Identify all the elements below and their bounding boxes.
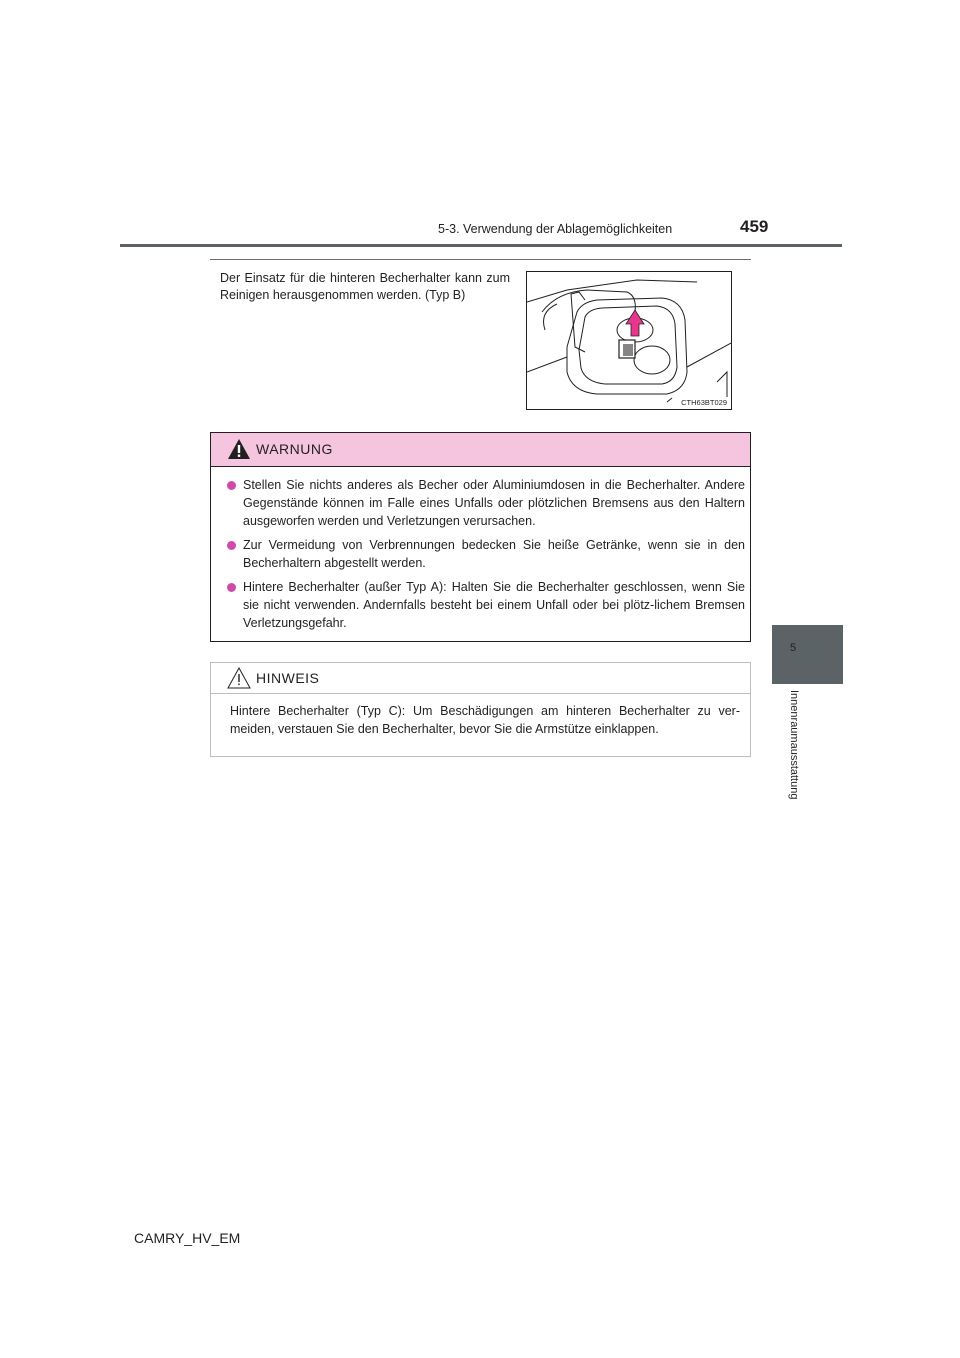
- warning-item-text: Hintere Becherhalter (außer Typ A): Halten Sie die Becherhalter geschlossen, wenn Sie sie nicht verwenden. Andernfalls besteht bei einem Unfall oder bei plötz-lichem Bremsen Verletzungsgefahr.: [243, 580, 745, 630]
- intro-paragraph: Der Einsatz für die hinteren Becherhalter kann zum Reinigen herausgenommen werden. (Typ B): [220, 271, 510, 302]
- header-rule: [120, 244, 842, 247]
- chapter-number: 5: [790, 642, 797, 654]
- warning-item: [227, 578, 745, 632]
- warning-item-text: Stellen Sie nichts anderes als Becher oder Aluminiumdosen in die Becherhalter. Andere Gegenstände können im Falle eines Unfalls oder plötzlichen Bremsens aus den Haltern ausgeworfen werden und Verletzungen verursachen.: [243, 478, 745, 528]
- warning-list: [227, 476, 745, 638]
- bullet-icon: [227, 583, 236, 592]
- warning-title: WARNUNG: [256, 441, 333, 457]
- section-title: 5-3. Verwendung der Ablagemöglichkeiten: [438, 222, 673, 236]
- warning-triangle-icon: [227, 438, 251, 460]
- cup-holder-drawing: [527, 272, 732, 410]
- notice-title: HINWEIS: [256, 670, 320, 686]
- figure-code: CTH63BT029: [681, 398, 727, 407]
- footer-document-code: CAMRY_HV_EM: [134, 1230, 241, 1246]
- notice-text: Hintere Becherhalter (Typ C): Um Beschädigungen am hinteren Becherhalter zu ver-meiden, verstauen Sie den Becherhalter, bevor Sie die Armstütze einklappen.: [230, 704, 740, 736]
- chapter-tab: [772, 625, 843, 684]
- bullet-icon: [227, 481, 236, 490]
- warning-item: [227, 476, 745, 530]
- notice-header: [211, 663, 750, 694]
- chapter-label: Innenraumausstattung: [788, 690, 800, 800]
- warning-item: [227, 536, 745, 572]
- page-number: 459: [740, 217, 769, 236]
- warning-item-text: Zur Vermeidung von Verbrennungen bedecken Sie heiße Getränke, wenn sie in den Becherhaltern abgestellt werden.: [243, 538, 745, 570]
- warning-box: [210, 432, 751, 642]
- bullet-icon: [227, 541, 236, 550]
- notice-box: [210, 662, 751, 757]
- cup-holder-illustration: [526, 271, 732, 410]
- content-top-rule: [210, 259, 751, 260]
- warning-header: [211, 433, 750, 467]
- notice-triangle-icon: [227, 667, 251, 689]
